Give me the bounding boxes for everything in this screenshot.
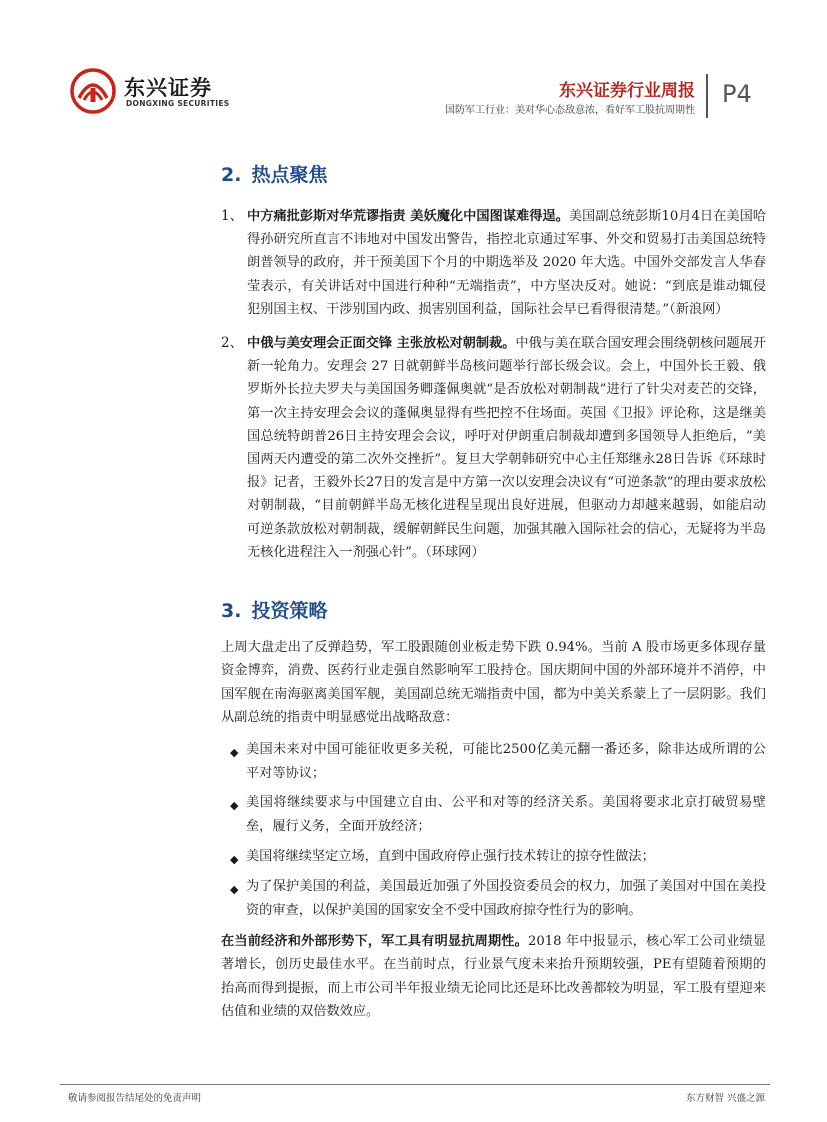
dongxing-logo-icon <box>70 68 116 114</box>
report-title: 东兴证券行业周报 <box>559 81 695 101</box>
conclusion-body: 2018 年中报显示，核心军工公司业绩显著增长，创历史最佳水平。在当前时点，行业景气度未来抬升预期较强，PE有望随着预期的抬高而得到提振，而上市公司半年报业绩无论同比还是环比改善都较为明显，军工股有望迎来估值和业绩的双倍数效应。 <box>221 934 766 1020</box>
bullet-item <box>230 875 766 923</box>
item-index: 2、 <box>221 335 244 351</box>
section-number: 2. <box>221 164 242 186</box>
bullet-icon: ◆ <box>230 746 239 759</box>
section-title: 投资策略 <box>251 600 328 622</box>
bullet-item <box>230 738 766 786</box>
item-body: 中俄与美在联合国安理会围绕朝核问题展开新一轮角力。安理会 27 日就朝鲜半岛核问题举行部长级会议。会上，中国外长王毅、俄罗斯外长拉夫罗夫与美国国务卿蓬佩奥就“是否放松对朝制裁”进行了针尖对麦芒的交锋，第一次主持安理会会议的蓬佩奥显得有些把控不住场面。英国《卫报》评论称，这是继美国总统特朗普26日主持安理会会议，呼吁对伊朗重启制裁却遭到多国领导人拒绝后，“美国两天内遭受的第二次外交挫折”。复旦大学朝韩研究中心主任郑继永28日告诉《环球时报》记者，王毅外长27日的发言是中方第一次以安理会决议有“可逆条款”的理由要求放松对朝制裁，“目前朝鲜半岛无核化进程呈现出良好进展，但驱动力却越来越弱，如能启动可逆条款放松对朝制裁，缓解朝鲜民生问题，加强其融入国际社会的信心，无疑将为半岛无核化进程注入一剂强心针”。（环球网） <box>247 336 766 560</box>
bullet-item <box>230 845 766 869</box>
item-headline: 中方痛批彭斯对华荒谬指责 美妖魔化中国图谋难得逞。 <box>247 209 569 224</box>
footer-slogan: 东方财智 兴盛之源 <box>685 1093 765 1104</box>
logo-chinese-name: 东兴证券 <box>124 76 212 100</box>
footer-divider <box>60 1084 770 1085</box>
item-headline: 中俄与美安理会正面交锋 主张放松对朝制裁。 <box>247 336 516 351</box>
list-item <box>221 332 766 564</box>
bullet-text: 美国将继续坚定立场，直到中国政府停止强行技术转让的掠夺性做法； <box>246 849 655 864</box>
bullet-text: 美国将继续要求与中国建立自由、公平和对等的经济关系。美国将要求北京打破贸易壁垒，履行义务，全面开放经济； <box>246 795 766 834</box>
report-subtitle: 国防军工行业：美对华心态敌意浓，看好军工股抗周期性 <box>445 105 695 116</box>
item-body: 美国副总统彭斯10月4日在美国哈得孙研究所直言不讳地对中国发出警告，指控北京通过军事、外交和贸易打击美国总统特朗普领导的政府，并干预美国下个月的中期选举及 2020 年大选。中国外交部发言人华春莹表示，有关讲话对中国进行种种“无端指责”，中方坚决反对。她说：“到底是谁动辄侵犯别国主权、干涉别国内政、损害别国利益，国际社会早已看得很清楚。”（新浪网） <box>247 209 766 317</box>
conclusion-headline: 在当前经济和外部形势下，军工具有明显抗周期性。 <box>221 934 529 949</box>
list-item <box>221 205 766 321</box>
bullet-icon: ◆ <box>230 883 239 896</box>
section-number: 3. <box>221 600 242 622</box>
item-text <box>247 205 766 321</box>
bullet-icon: ◆ <box>230 799 239 812</box>
section-heading-hot-topics <box>221 160 327 187</box>
item-text <box>247 332 766 564</box>
bullet-icon: ◆ <box>230 853 239 866</box>
footer-disclaimer-note: 敬请参阅报告结尾处的免责声明 <box>68 1093 202 1104</box>
page-number: P4 <box>722 80 752 108</box>
bullet-text: 美国未来对中国可能征收更多关税，可能比2500亿美元翻一番还多，除非达成所谓的公平对等协议； <box>246 742 766 781</box>
bullet-item <box>230 791 766 839</box>
strategy-intro-paragraph: 上周大盘走出了反弹趋势，军工股跟随创业板走势下跌 0.94%。当前 A 股市场更多体现存量资金博弈，消费、医药行业走强自然影响军工股持仓。国庆期间中国的外部环境并不消停，中国军舰在南海驱离美国军舰，美国副总统无端指责中国，都为中美关系蒙上了一层阴影。我们从副总统的指责中明显感觉出战略敌意： <box>221 640 766 726</box>
company-logo <box>70 68 230 120</box>
section-title: 热点聚焦 <box>251 164 328 186</box>
header-divider <box>706 74 708 118</box>
bullet-text: 为了保护美国的利益，美国最近加强了外国投资委员会的权力，加强了美国对中国在美投资的审查，以保护美国的国家安全不受中国政府掠夺性行为的影响。 <box>246 879 766 918</box>
section-heading-investment-strategy <box>221 596 327 623</box>
conclusion-paragraph <box>221 930 766 1024</box>
item-index: 1、 <box>221 208 244 224</box>
logo-english-name: DONGXING SECURITIES <box>126 99 230 108</box>
